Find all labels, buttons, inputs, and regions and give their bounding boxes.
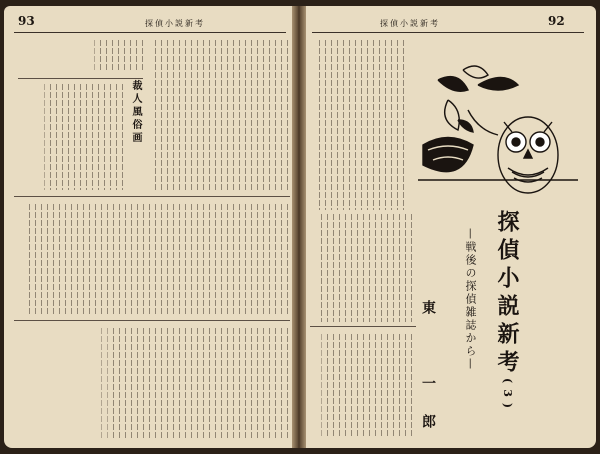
right-middle-text	[312, 214, 412, 322]
left-running-head: 探偵小説新考	[145, 19, 205, 28]
owl-and-flowers-illustration	[408, 50, 588, 210]
article-subtitle: —戦後の探偵雑誌から—	[464, 228, 477, 371]
left-lower-text	[16, 328, 288, 438]
left-upper-left-text-2	[18, 84, 123, 190]
right-header-rule	[312, 32, 584, 33]
left-upper-left-text	[18, 40, 143, 72]
left-mid-rule	[14, 196, 290, 197]
left-middle-text	[16, 204, 288, 314]
left-lower-rule	[14, 320, 290, 321]
author-name: 東 一郎	[420, 300, 436, 452]
right-page-number: 92	[548, 14, 565, 28]
right-lower-rule	[310, 326, 416, 327]
right-lower-text	[312, 334, 412, 438]
article-title: 探偵小説新考(3)	[494, 210, 520, 415]
book-gutter	[292, 6, 306, 448]
left-upper-right-text	[150, 40, 288, 190]
right-running-head: 探偵小説新考	[380, 19, 440, 28]
left-section-rule	[18, 78, 143, 79]
section-heading: 裁人風俗画	[130, 80, 141, 145]
left-page-number: 93	[18, 14, 35, 28]
left-header-rule	[14, 32, 286, 33]
